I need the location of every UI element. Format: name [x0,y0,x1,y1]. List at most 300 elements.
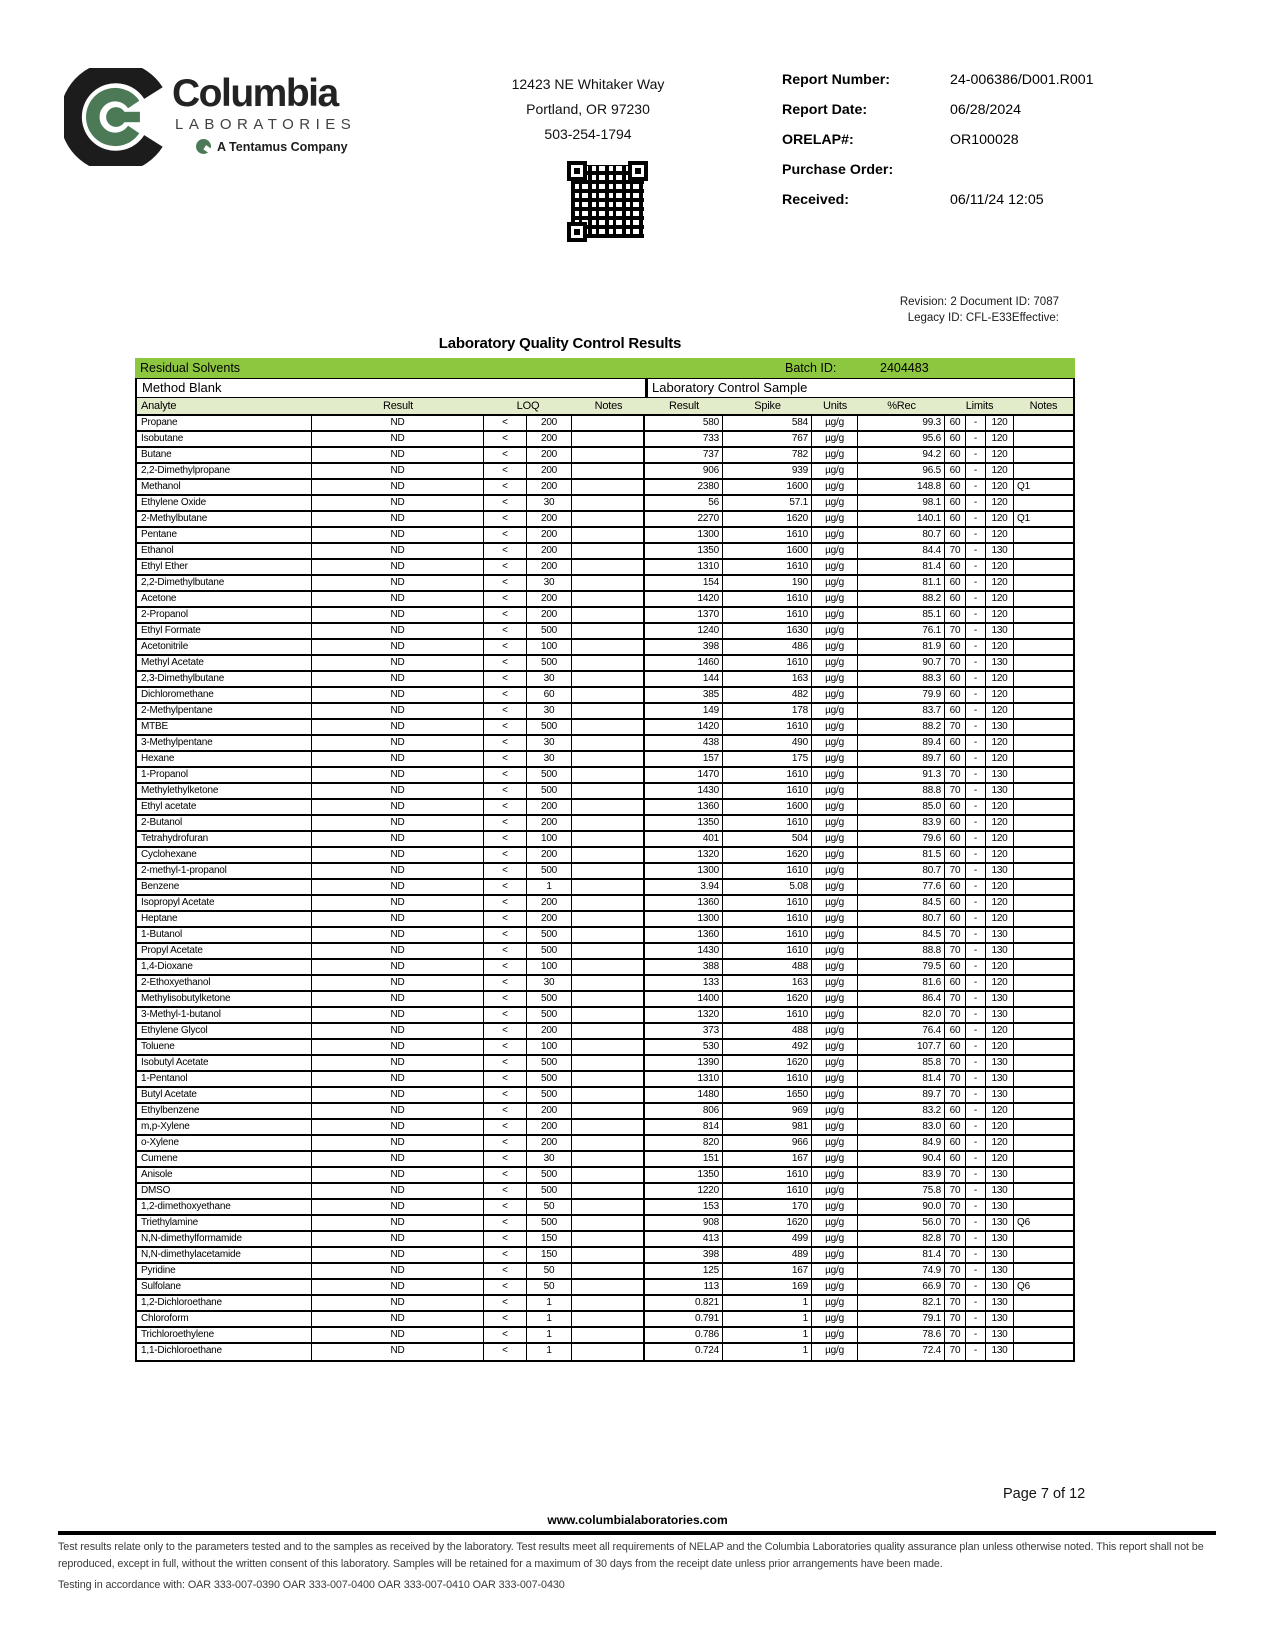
pct-rec-value: 90.7 [858,656,945,670]
pct-rec-value: 84.9 [858,1136,945,1150]
limit-dash: - [966,528,986,542]
less-than-symbol: < [484,608,527,622]
units-value: µg/g [812,992,858,1006]
tentamus-tagline: A Tentamus Company [217,139,348,154]
columbia-labs-logo-icon [64,68,168,166]
loq-value: 150 [527,1248,572,1262]
loq-value: 200 [527,608,572,622]
limit-dash: - [966,1248,986,1262]
limit-low: 60 [945,1024,966,1038]
spike-value: 489 [723,1248,812,1262]
spike-value: 1620 [723,1056,812,1070]
pct-rec-value: 88.2 [858,592,945,606]
lcs-note [1014,464,1073,478]
mb-result: ND [312,1024,484,1038]
revision-block [659,294,1059,326]
less-than-symbol: < [484,1248,527,1262]
limit-low: 70 [945,768,966,782]
mb-note [572,1168,645,1182]
limit-high: 120 [986,416,1014,430]
mb-result: ND [312,1088,484,1102]
mb-result: ND [312,448,484,462]
pct-rec-value: 83.2 [858,1104,945,1118]
spike-value: 178 [723,704,812,718]
limit-high: 120 [986,1152,1014,1166]
pct-rec-value: 82.0 [858,1008,945,1022]
limit-low: 60 [945,640,966,654]
limit-low: 70 [945,1328,966,1342]
table-row [137,1216,1073,1232]
limit-dash: - [966,928,986,942]
mb-note [572,832,645,846]
analyte-name: 1,2-dimethoxyethane [137,1200,312,1214]
less-than-symbol: < [484,688,527,702]
pct-rec-value: 99.3 [858,416,945,430]
qr-code [567,161,648,242]
lcs-note [1014,1152,1073,1166]
loq-value: 30 [527,736,572,750]
mb-note [572,1008,645,1022]
table-row [137,624,1073,640]
spike-value: 1610 [723,656,812,670]
lcs-note: Q6 [1017,1217,1030,1228]
limit-dash: - [966,1088,986,1102]
less-than-symbol: < [484,432,527,446]
loq-value: 1 [527,1344,572,1360]
limit-dash: - [966,1344,986,1360]
limit-high: 120 [986,480,1014,494]
pct-rec-value: 148.8 [858,480,945,494]
loq-value: 200 [527,912,572,926]
mb-result: ND [312,1312,484,1326]
limit-high: 120 [986,752,1014,766]
lcs-result: 906 [645,464,723,478]
mb-result: ND [312,1200,484,1214]
units-value: µg/g [812,480,858,494]
mb-note [572,656,645,670]
loq-value: 200 [527,448,572,462]
lcs-result: 1300 [645,528,723,542]
mb-note [572,800,645,814]
loq-value: 60 [527,688,572,702]
limit-low: 60 [945,416,966,430]
limit-high: 130 [986,1232,1014,1246]
table-row [137,1248,1073,1264]
lcs-result: 125 [645,1264,723,1278]
limit-low: 60 [945,896,966,910]
units-value: µg/g [812,784,858,798]
loq-value: 30 [527,976,572,990]
units-value: µg/g [812,1072,858,1086]
report-info-row [782,132,1202,162]
pct-rec-value: 56.0 [858,1216,945,1230]
limit-low: 70 [945,1232,966,1246]
lcs-result: 1350 [645,544,723,558]
limit-dash: - [966,480,986,494]
lcs-result: 1420 [645,720,723,734]
less-than-symbol: < [484,1040,527,1054]
loq-value: 500 [527,1072,572,1086]
mb-result: ND [312,896,484,910]
less-than-symbol: < [484,912,527,926]
mb-note [572,1200,645,1214]
table-row [137,1136,1073,1152]
mb-note [572,1312,645,1326]
table-row [137,1040,1073,1056]
report-info-row [782,192,1202,222]
units-value: µg/g [812,1296,858,1310]
analyte-name: N,N-dimethylacetamide [137,1248,312,1262]
less-than-symbol: < [484,464,527,478]
mb-result: ND [312,848,484,862]
lcs-note [1014,496,1073,510]
report-info-row [782,162,1202,192]
table-row [137,768,1073,784]
units-value: µg/g [812,576,858,590]
mb-result: ND [312,752,484,766]
less-than-symbol: < [484,544,527,558]
spike-value: 1610 [723,896,812,910]
limit-high: 120 [986,496,1014,510]
lcs-note: Q1 [1017,481,1030,492]
lcs-note [1014,1264,1073,1278]
table-row [137,592,1073,608]
table-row [137,784,1073,800]
mb-result: ND [312,576,484,590]
lcs-result: 1220 [645,1184,723,1198]
units-value: µg/g [812,512,858,526]
limit-low: 60 [945,704,966,718]
mb-note [572,1328,645,1342]
lcs-result: 133 [645,976,723,990]
mb-note [572,1296,645,1310]
units-value: µg/g [812,1232,858,1246]
mb-result: ND [312,656,484,670]
pct-rec-value: 89.4 [858,736,945,750]
lcs-note [1014,592,1073,606]
less-than-symbol: < [484,496,527,510]
pct-rec-value: 79.6 [858,832,945,846]
limit-low: 60 [945,512,966,526]
less-than-symbol: < [484,1120,527,1134]
lcs-header: Laboratory Control Sample [652,380,808,395]
spike-value: 163 [723,976,812,990]
limit-low: 70 [945,1248,966,1262]
less-than-symbol: < [484,512,527,526]
pct-rec-value: 83.7 [858,704,945,718]
limit-high: 120 [986,1120,1014,1134]
analyte-name: Acetonitrile [137,640,312,654]
loq-value: 200 [527,896,572,910]
spike-value: 1620 [723,512,812,526]
spike-value: 488 [723,1024,812,1038]
loq-value: 50 [527,1264,572,1278]
lcs-result: 0.791 [645,1312,723,1326]
loq-value: 100 [527,640,572,654]
less-than-symbol: < [484,1152,527,1166]
analyte-name: Cyclohexane [137,848,312,862]
mb-result: ND [312,416,484,430]
loq-value: 200 [527,416,572,430]
group-header-band [137,379,1073,398]
mb-result: ND [312,1152,484,1166]
table-row [137,1024,1073,1040]
limit-low: 60 [945,736,966,750]
limit-high: 120 [986,464,1014,478]
analyte-name: 2-Ethoxyethanol [137,976,312,990]
units-value: µg/g [812,1248,858,1262]
tentamus-turtle-icon [196,139,211,154]
units-value: µg/g [812,976,858,990]
limit-low: 70 [945,992,966,1006]
loq-value: 200 [527,800,572,814]
limit-dash: - [966,832,986,846]
pct-rec-value: 81.5 [858,848,945,862]
analyte-name: Propane [137,416,312,430]
limit-high: 130 [986,864,1014,878]
units-value: µg/g [812,1264,858,1278]
table-box [135,378,1075,1362]
lcs-result: 1300 [645,912,723,926]
mb-note [572,1024,645,1038]
less-than-symbol: < [484,576,527,590]
mb-result: ND [312,1056,484,1070]
pct-rec-value: 82.1 [858,1296,945,1310]
mb-result: ND [312,928,484,942]
lcs-result: 1480 [645,1088,723,1102]
lcs-result: 113 [645,1280,723,1294]
limit-dash: - [966,720,986,734]
limit-low: 60 [945,560,966,574]
mb-note [572,1216,645,1230]
lcs-note [1014,416,1073,430]
spike-value: 5.08 [723,880,812,894]
limit-low: 70 [945,1216,966,1230]
table-row [137,1104,1073,1120]
units-value: µg/g [812,1088,858,1102]
lcs-note [1014,1312,1073,1326]
mb-result: ND [312,912,484,926]
lcs-note [1014,912,1073,926]
limit-dash: - [966,848,986,862]
lcs-result: 398 [645,640,723,654]
lcs-result: 0.821 [645,1296,723,1310]
limit-high: 120 [986,1136,1014,1150]
units-value: µg/g [812,416,858,430]
units-value: µg/g [812,800,858,814]
limit-dash: - [966,992,986,1006]
less-than-symbol: < [484,640,527,654]
limit-dash: - [966,1120,986,1134]
loq-value: 30 [527,1152,572,1166]
limit-low: 70 [945,1008,966,1022]
analyte-name: Butyl Acetate [137,1088,312,1102]
loq-value: 500 [527,784,572,798]
mb-result: ND [312,976,484,990]
analyte-name: Isobutane [137,432,312,446]
limit-high: 130 [986,1200,1014,1214]
pct-rec-value: 76.1 [858,624,945,638]
pct-rec-value: 89.7 [858,1088,945,1102]
limit-dash: - [966,1056,986,1070]
lcs-result: 398 [645,1248,723,1262]
limit-dash: - [966,1232,986,1246]
received-label: Received: [782,192,850,208]
limit-dash: - [966,1200,986,1214]
limit-high: 130 [986,768,1014,782]
limit-high: 130 [986,544,1014,558]
mb-result: ND [312,624,484,638]
limit-high: 130 [986,1312,1014,1326]
loq-value: 150 [527,1232,572,1246]
units-value: µg/g [812,1152,858,1166]
lcs-result: 1360 [645,800,723,814]
lcs-result: 157 [645,752,723,766]
limit-high: 120 [986,448,1014,462]
lcs-note [1014,1184,1073,1198]
pct-rec-value: 96.5 [858,464,945,478]
spike-value: 1600 [723,480,812,494]
lcs-result: 580 [645,416,723,430]
mb-result: ND [312,768,484,782]
less-than-symbol: < [484,1232,527,1246]
loq-value: 500 [527,1056,572,1070]
limit-low: 60 [945,672,966,686]
limit-high: 130 [986,1056,1014,1070]
table-row [137,1120,1073,1136]
pct-rec-value: 86.4 [858,992,945,1006]
disclaimer-text: Test results relate only to the parameters tested and to the samples as received by the laboratory. Test results meet all requirements of NELAP and the Columbia Laboratories quality assurance plan unless otherwise noted. This report shall not be reproduced, except in full, without the written consent of this laboratory. Samples will be retained for a maximum of 30 days from the receipt date unless prior arrangements have been made. [58,1541,1204,1570]
limit-high: 120 [986,576,1014,590]
units-value: µg/g [812,816,858,830]
table-row [137,656,1073,672]
mb-result: ND [312,1232,484,1246]
limit-low: 60 [945,912,966,926]
col-header-loq: LOQ [516,400,540,412]
table-row [137,896,1073,912]
mb-note [572,480,645,494]
lcs-note [1014,1088,1073,1102]
mb-note [572,1152,645,1166]
mb-note [572,752,645,766]
spike-value: 1 [723,1296,812,1310]
limit-dash: - [966,512,986,526]
units-value: µg/g [812,1344,858,1360]
spike-value: 1610 [723,720,812,734]
units-value: µg/g [812,1104,858,1118]
limit-low: 70 [945,1184,966,1198]
table-row [137,1200,1073,1216]
loq-value: 500 [527,1168,572,1182]
loq-value: 500 [527,1008,572,1022]
lcs-result: 149 [645,704,723,718]
units-value: µg/g [812,432,858,446]
limit-low: 60 [945,816,966,830]
pct-rec-value: 84.5 [858,928,945,942]
less-than-symbol: < [484,560,527,574]
mb-note [572,1120,645,1134]
pct-rec-value: 79.1 [858,1312,945,1326]
analyte-name: Ethyl acetate [137,800,312,814]
units-value: µg/g [812,608,858,622]
limit-high: 120 [986,816,1014,830]
column-header-row [137,398,1073,416]
units-value: µg/g [812,944,858,958]
mb-note [572,496,645,510]
loq-value: 500 [527,768,572,782]
spike-value: 1620 [723,992,812,1006]
lcs-note [1014,1120,1073,1134]
lcs-result: 737 [645,448,723,462]
units-value: µg/g [812,624,858,638]
lcs-result: 1470 [645,768,723,782]
units-value: µg/g [812,1120,858,1134]
mb-note [572,1280,645,1294]
table-row [137,720,1073,736]
table-row [137,1296,1073,1312]
units-value: µg/g [812,656,858,670]
limit-high: 130 [986,1264,1014,1278]
mb-result: ND [312,736,484,750]
limit-high: 120 [986,512,1014,526]
limit-low: 60 [945,1120,966,1134]
pct-rec-value: 80.7 [858,864,945,878]
mb-note [572,784,645,798]
limit-dash: - [966,592,986,606]
analyte-name: Propyl Acetate [137,944,312,958]
limit-dash: - [966,976,986,990]
address-line-3: 503-254-1794 [544,126,632,142]
limit-high: 120 [986,1104,1014,1118]
mb-note [572,448,645,462]
lcs-note [1014,832,1073,846]
limit-dash: - [966,912,986,926]
lcs-result: 1320 [645,848,723,862]
loq-value: 500 [527,928,572,942]
mb-result: ND [312,432,484,446]
mb-note [572,848,645,862]
spike-value: 1610 [723,608,812,622]
spike-value: 1610 [723,944,812,958]
pct-rec-value: 79.9 [858,688,945,702]
mb-result: ND [312,864,484,878]
pct-rec-value: 94.2 [858,448,945,462]
analyte-name: 1-Butanol [137,928,312,942]
mb-result: ND [312,1280,484,1294]
spike-value: 767 [723,432,812,446]
limit-high: 120 [986,704,1014,718]
page-number: Page 7 of 12 [1003,1486,1086,1502]
analyte-name: 2-Methylbutane [137,512,312,526]
spike-value: 499 [723,1232,812,1246]
lcs-result: 3.94 [645,880,723,894]
limit-low: 60 [945,848,966,862]
mb-result: ND [312,1072,484,1086]
spike-value: 1630 [723,624,812,638]
pct-rec-value: 82.8 [858,1232,945,1246]
table-row [137,560,1073,576]
spike-value: 1610 [723,1072,812,1086]
less-than-symbol: < [484,1008,527,1022]
limit-high: 130 [986,992,1014,1006]
limit-low: 70 [945,784,966,798]
logo-text-block [172,74,356,154]
mb-result: ND [312,1296,484,1310]
analyte-name: Ethylene Glycol [137,1024,312,1038]
pct-rec-value: 74.9 [858,1264,945,1278]
less-than-symbol: < [484,1168,527,1182]
limit-high: 120 [986,848,1014,862]
